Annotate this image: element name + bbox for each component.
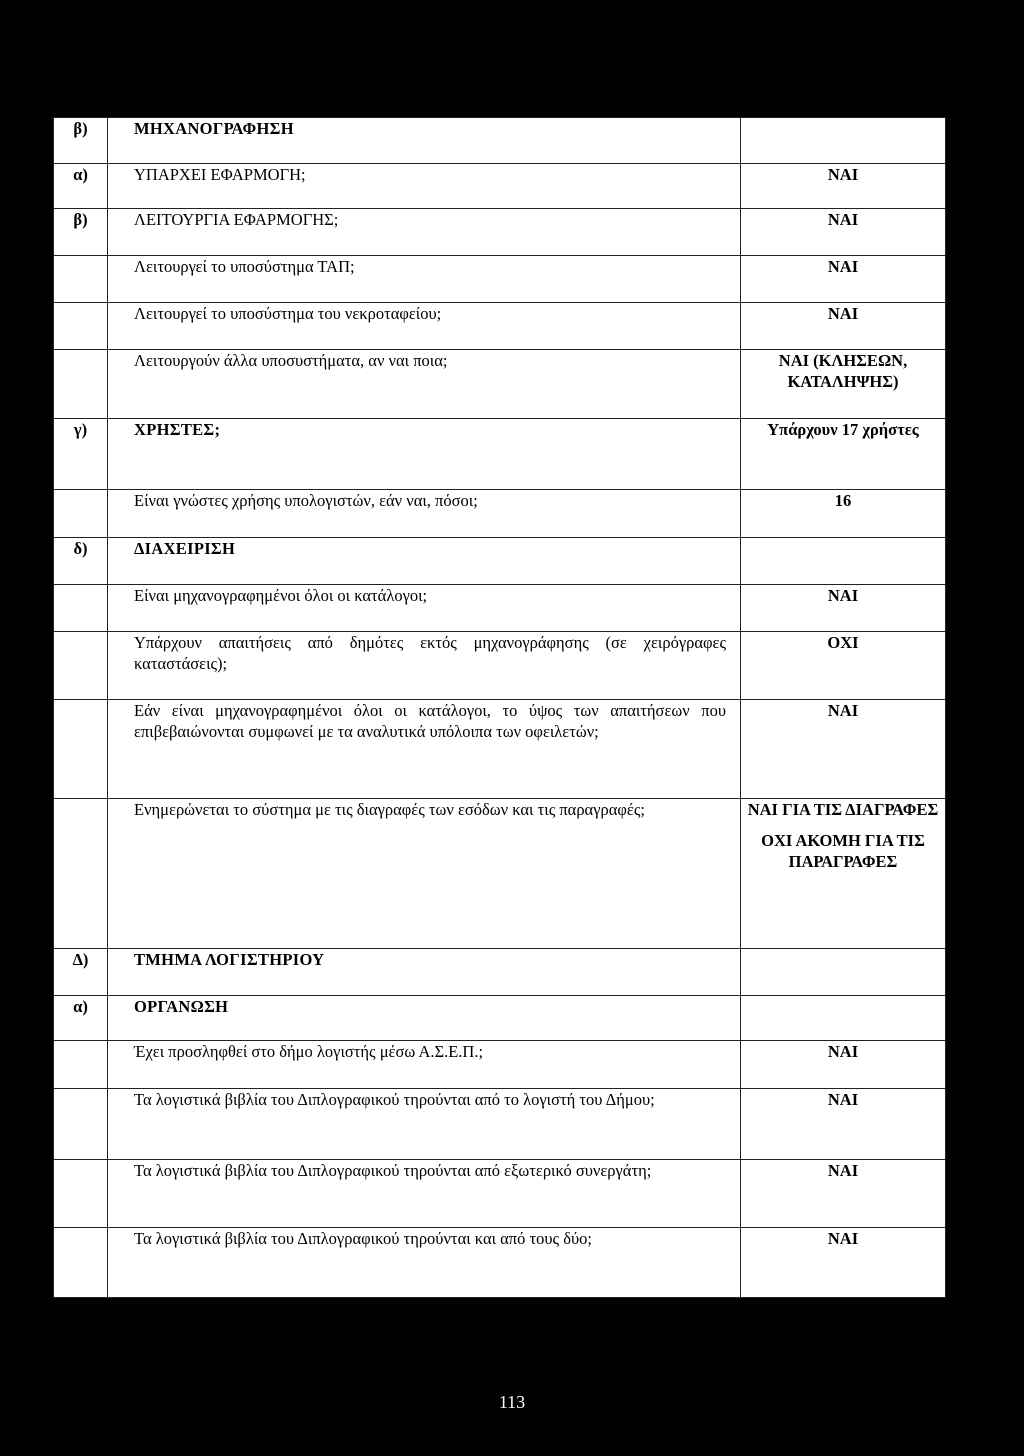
row-answer: [741, 996, 946, 1041]
section-heading: ΔΙΑΧΕΙΡΙΣΗ: [108, 538, 741, 585]
page-number: 113: [498, 1392, 526, 1412]
row-question: ΛΕΙΤΟΥΡΓΙΑ ΕΦΑΡΜΟΓΗΣ;: [108, 209, 741, 256]
row-question: Τα λογιστικά βιβλία του Διπλογραφικού τηρούνται από το λογιστή του Δήμου;: [108, 1089, 741, 1160]
row-marker: [54, 585, 108, 632]
table-row: [54, 700, 946, 799]
row-marker: [54, 1228, 108, 1298]
table-row: [54, 1089, 946, 1160]
row-marker: [54, 350, 108, 419]
row-marker: Δ): [54, 949, 108, 996]
table-row: [54, 1041, 946, 1089]
row-answer: ΝΑΙ: [741, 256, 946, 303]
table-row: [54, 799, 946, 949]
row-answer: ΝΑΙ ΓΙΑ ΤΙΣ ΔΙΑΓΡΑΦΕΣ: [747, 800, 939, 819]
row-question: Λειτουργεί το υποσύστημα ΤΑΠ;: [108, 256, 741, 303]
row-answer: [741, 949, 946, 996]
row-marker: β): [54, 209, 108, 256]
row-question: Εάν είναι μηχανογραφημένοι όλοι οι κατάλογοι, το ύψος των απαιτήσεων που επιβεβαιώνονται συμφωνεί με τα αναλυτικά υπόλοιπα των οφειλετών;: [108, 700, 741, 799]
row-marker: [54, 632, 108, 700]
row-question: Λειτουργεί το υποσύστημα του νεκροταφείου;: [108, 303, 741, 350]
table-row: [54, 303, 946, 350]
row-marker: γ): [54, 419, 108, 490]
row-answer: ΝΑΙ (ΚΛΗΣΕΩΝ, ΚΑΤΑΛΗΨΗΣ): [741, 350, 946, 419]
row-marker: [54, 1089, 108, 1160]
table-row: [54, 256, 946, 303]
row-answer: ΝΑΙ: [741, 303, 946, 350]
row-marker: β): [54, 118, 108, 164]
row-answer: 16: [741, 490, 946, 538]
table-row: [54, 1160, 946, 1228]
table-row: [54, 949, 946, 996]
row-marker: [54, 303, 108, 350]
row-answer: ΝΑΙ: [741, 700, 946, 799]
section-heading: ΤΜΗΜΑ ΛΟΓΙΣΤΗΡΙΟΥ: [108, 949, 741, 996]
row-marker: [54, 1041, 108, 1089]
table-row: [54, 632, 946, 700]
row-marker: δ): [54, 538, 108, 585]
row-question: Είναι γνώστες χρήσης υπολογιστών, εάν ναι, πόσοι;: [108, 490, 741, 538]
row-answer: ΝΑΙ: [741, 1041, 946, 1089]
row-marker: [54, 700, 108, 799]
row-question: Έχει προσληφθεί στο δήμο λογιστής μέσω Α.Σ.Ε.Π.;: [108, 1041, 741, 1089]
table-row: [54, 209, 946, 256]
row-answer: ΝΑΙ: [741, 1160, 946, 1228]
table-row: [54, 419, 946, 490]
table-row: [54, 996, 946, 1041]
table-row: [54, 118, 946, 164]
section-heading: ΧΡΗΣΤΕΣ;: [108, 419, 741, 490]
table-row: [54, 350, 946, 419]
table-row: [54, 1228, 946, 1298]
row-marker: [54, 490, 108, 538]
row-marker: [54, 256, 108, 303]
row-question: Είναι μηχανογραφημένοι όλοι οι κατάλογοι;: [108, 585, 741, 632]
row-answer: ΝΑΙ: [741, 585, 946, 632]
row-marker: [54, 1160, 108, 1228]
row-marker: α): [54, 164, 108, 209]
row-answer: ΝΑΙ: [741, 1228, 946, 1298]
table-row: [54, 538, 946, 585]
audit-table: [53, 117, 946, 1298]
section-heading: ΜΗΧΑΝΟΓΡΑΦΗΣΗ: [108, 118, 741, 164]
row-question: Ενημερώνεται το σύστημα με τις διαγραφές των εσόδων και τις παραγραφές;: [108, 799, 741, 949]
row-question: Υπάρχουν απαιτήσεις από δημότες εκτός μηχανογράφησης (σε χειρόγραφες καταστάσεις);: [108, 632, 741, 700]
row-question: ΥΠΑΡΧΕΙ ΕΦΑΡΜΟΓΗ;: [108, 164, 741, 209]
row-marker: [54, 799, 108, 949]
row-answer-cell: [741, 799, 946, 949]
row-answer: ΟΧΙ: [741, 632, 946, 700]
row-answer: ΝΑΙ: [741, 164, 946, 209]
row-question: Τα λογιστικά βιβλία του Διπλογραφικού τηρούνται και από τους δύο;: [108, 1228, 741, 1298]
row-answer: [741, 118, 946, 164]
row-answer: Υπάρχουν 17 χρήστες: [741, 419, 946, 490]
row-answer: [741, 538, 946, 585]
row-question: Τα λογιστικά βιβλία του Διπλογραφικού τηρούνται από εξωτερικό συνεργάτη;: [108, 1160, 741, 1228]
row-answer: ΝΑΙ: [741, 209, 946, 256]
table-row: [54, 164, 946, 209]
table-row: [54, 585, 946, 632]
row-answer-secondary: ΟΧΙ ΑΚΟΜΗ ΓΙΑ ΤΙΣ ΠΑΡΑΓΡΑΦΕΣ: [761, 831, 925, 871]
row-question: Λειτουργούν άλλα υποσυστήματα, αν ναι ποια;: [108, 350, 741, 419]
row-marker: α): [54, 996, 108, 1041]
section-heading: ΟΡΓΑΝΩΣΗ: [108, 996, 741, 1041]
row-answer: ΝΑΙ: [741, 1089, 946, 1160]
table-row: [54, 490, 946, 538]
